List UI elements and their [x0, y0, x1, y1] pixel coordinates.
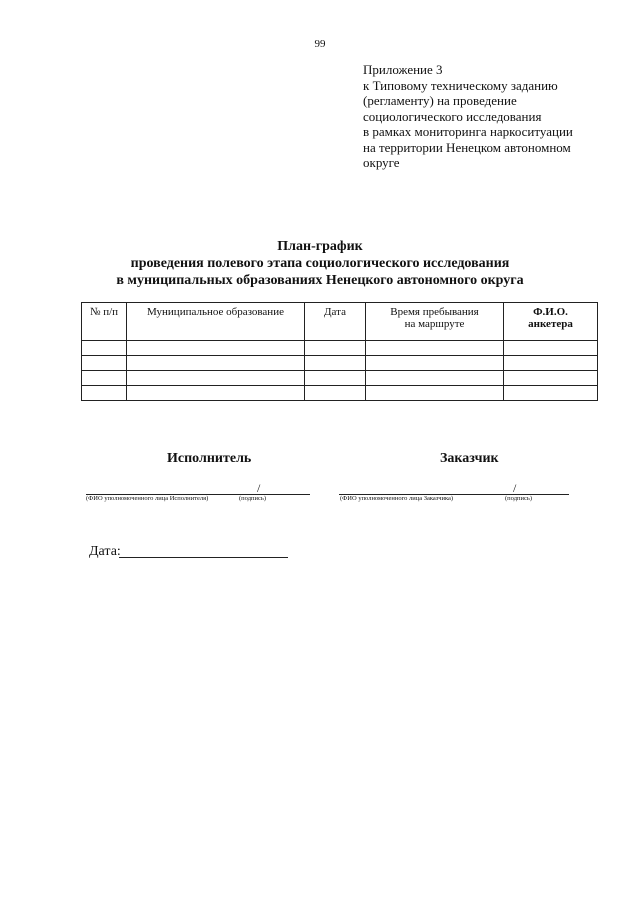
executor-title: Исполнитель	[167, 451, 252, 466]
table-cell	[305, 356, 366, 371]
executor-name-caption: (ФИО уполномоченного лица Исполнителя)	[86, 495, 209, 502]
table-cell	[127, 341, 305, 356]
table-cell	[366, 386, 504, 401]
table-cell	[504, 371, 598, 386]
table-cell	[82, 371, 127, 386]
appendix-line: к Типовому техническому заданию	[363, 77, 558, 93]
title-line: проведения полевого этапа социологического исследования	[130, 256, 510, 271]
table-cell	[366, 341, 504, 356]
header-interviewer	[504, 303, 598, 341]
customer-title: Заказчик	[440, 451, 499, 466]
table-row	[82, 386, 598, 401]
title-line: в муниципальных образованиях Ненецкого автономного округа	[116, 273, 524, 288]
table-cell	[82, 356, 127, 371]
executor-sign-caption: (подпись)	[239, 495, 266, 502]
table-cell	[366, 371, 504, 386]
appendix-line: на территории Ненецком автономном	[363, 139, 571, 155]
appendix-line: (регламенту) на проведение	[363, 93, 517, 108]
table-cell	[82, 386, 127, 401]
table-cell	[504, 356, 598, 371]
table-cell	[366, 356, 504, 371]
appendix-line: Приложение 3	[363, 62, 443, 77]
date-line	[119, 557, 288, 558]
title-line: План-график	[277, 239, 363, 254]
header-time-line2: на маршруте	[404, 318, 465, 330]
executor-slash: /	[257, 481, 261, 495]
appendix-line: социологического исследования	[363, 108, 542, 124]
table-cell	[127, 386, 305, 401]
table-row	[82, 356, 598, 371]
header-date: Дата	[305, 303, 366, 341]
table-cell	[504, 386, 598, 401]
table-cell	[504, 341, 598, 356]
page-number: 99	[314, 38, 326, 50]
table-row	[82, 341, 598, 356]
header-municipality: Муниципальное образование	[127, 303, 305, 341]
table-cell	[305, 386, 366, 401]
customer-slash: /	[513, 481, 517, 495]
header-time	[366, 303, 504, 341]
customer-sign-caption: (подпись)	[505, 495, 532, 502]
table-cell	[127, 356, 305, 371]
appendix-note	[363, 62, 633, 171]
table-row	[82, 371, 598, 386]
appendix-line: округе	[363, 155, 400, 170]
customer-name-caption: (ФИО уполномоченного лица Заказчика)	[340, 495, 454, 502]
schedule-table	[81, 302, 598, 401]
table-cell	[82, 341, 127, 356]
date-label: Дата:	[89, 544, 121, 559]
table-cell	[127, 371, 305, 386]
appendix-line: в рамках мониторинга наркоситуации	[363, 124, 573, 139]
table-cell	[305, 371, 366, 386]
table-cell	[305, 341, 366, 356]
header-name-line2: анкетера	[528, 318, 573, 330]
table-header-row	[82, 303, 598, 341]
header-time-line1: Время пребывания	[390, 306, 479, 318]
header-name-line1: Ф.И.О.	[533, 306, 568, 318]
header-number: № п/п	[82, 303, 127, 341]
document-title	[0, 238, 640, 289]
